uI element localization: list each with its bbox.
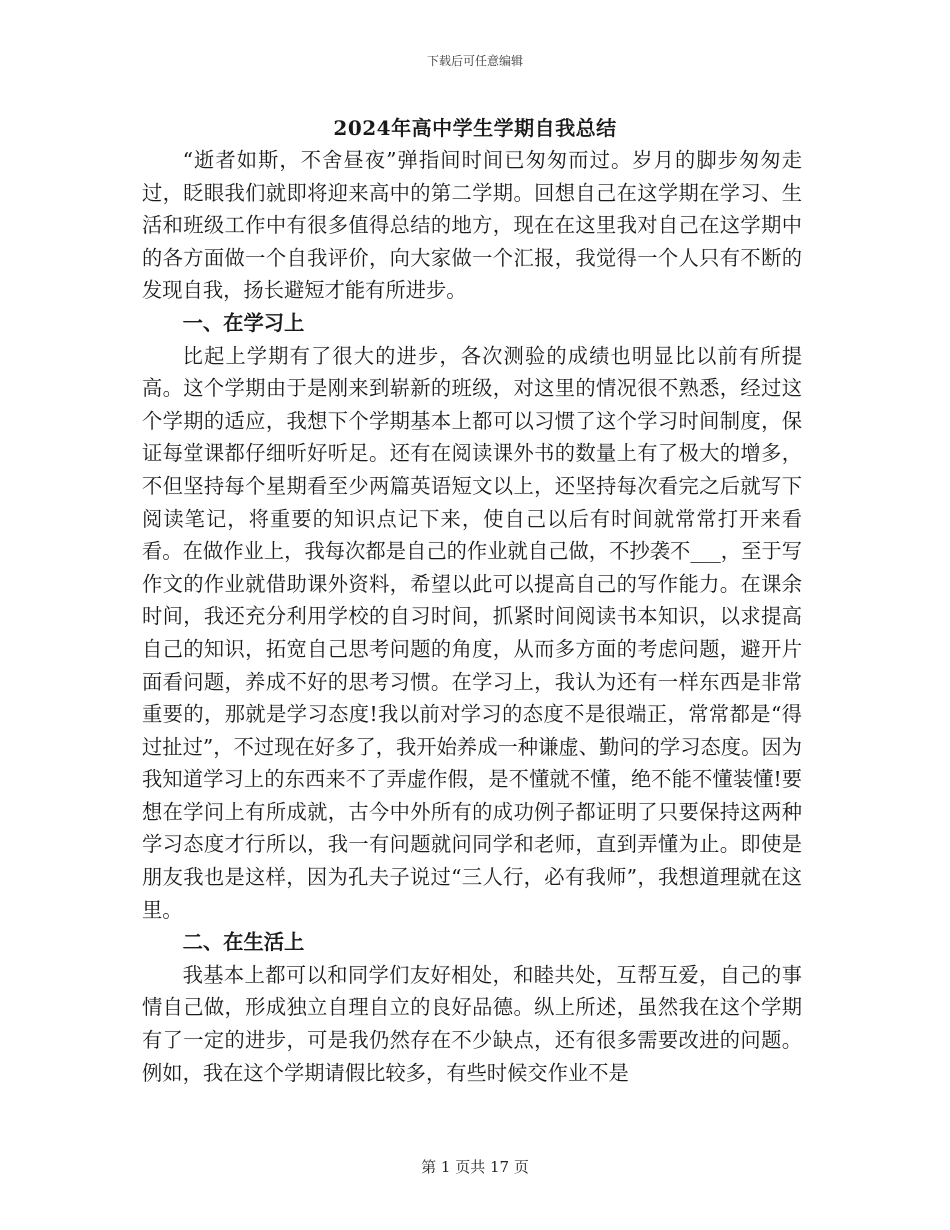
section-body-study: 比起上学期有了很大的进步，各次测验的成绩也明显比以前有所提高。这个学期由于是刚来到崭新的班级，对这里的情况很不熟悉，经过这个学期的适应，我想下个学期基本上都可以习惯了这个学习时间制度，保证每堂课都仔细听好听足。还有在阅读课外书的数量上有了极大的增多，不但坚持每个星期看至少两篇英语短文以上，还坚持每次看完之后就写下阅读笔记，将重要的知识点记下来，使自己以后有时间就常常打开来看看。在做作业上，我每次都是自己的作业就自己做，不抄袭不___，至于写作文的作业就借助课外资料，希望以此可以提高自己的写作能力。在课余时间，我还充分利用学校的自习时间，抓紧时间阅读书本知识，以求提高自己的知识，拓宽自己思考问题的角度，从而多方面的考虑问题，避开片面看问题，养成不好的思考习惯。在学习上，我认为还有一样东西是非常重要的，那就是学习态度!我以前对学习的态度不是很端正，常常都是“得过扯过”，不过现在好多了，我开始养成一种谦虚、勤问的学习态度。因为我知道学习上的东西来不了弄虚作假，是不懂就不懂，绝不能不懂装懂!要想在学问上有所成就，古今中外所有的成功例子都证明了只要保持这两种学习态度才行所以，我一有问题就问同学和老师，直到弄懂为止。即使是朋友我也是这样，因为孔夫子说过“三人行，必有我师”，我想道理就在这里。 bbox=[142, 343, 802, 922]
section-body-life: 我基本上都可以和同学们友好相处，和睦共处，互帮互爱，自己的事情自己做，形成独立自理自立的良好品德。纵上所述，虽然我在这个学期有了一定的进步，可是我仍然存在不少缺点，还有很多需要改进的问题。例如，我在这个学期请假比较多，有些时候交作业不是 bbox=[142, 962, 802, 1085]
intro-paragraph: “逝者如斯，不舍昼夜”弹指间时间已匆匆而过。岁月的脚步匆匆走过，眨眼我们就即将迎来高中的第二学期。回想自己在这学期在学习、生活和班级工作中有很多值得总结的地方，现在在这里我对自己在这学期中的各方面做一个自我评价，向大家做一个汇报，我觉得一个人只有不断的发现自我，扬长避短才能有所进步。 bbox=[142, 148, 802, 303]
page-header-note: 下载后可任意编辑 bbox=[426, 54, 523, 68]
page-number-footer: 第 1 页共 17 页 bbox=[421, 1158, 529, 1176]
section-heading-life: 二、在生活上 bbox=[182, 930, 305, 955]
document-body bbox=[142, 144, 802, 1089]
document-title: 2024年高中学生学期自我总结 bbox=[333, 116, 617, 140]
section-heading-study: 一、在学习上 bbox=[182, 310, 305, 335]
